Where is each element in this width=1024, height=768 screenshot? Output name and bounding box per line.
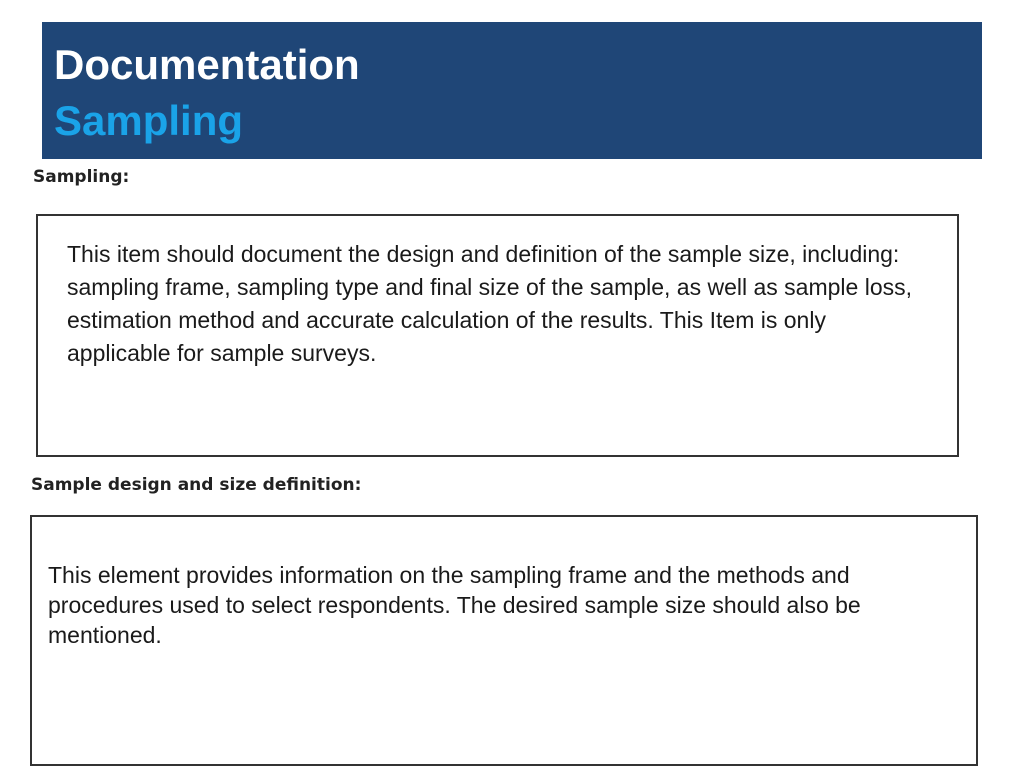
sampling-description-text: This item should document the design and definition of the sample size, including: sampling frame, sampling type and final size of the sample, as well as sample loss, estimation method and accurate calculation of the results. This Item is only applicable for sample surveys.	[67, 241, 913, 366]
sample-design-description-text: This element provides information on the sampling frame and the methods and procedures used to select respondents. The desired sample size should also be mentioned.	[48, 562, 861, 648]
header-band	[42, 22, 982, 159]
page-title: Documentation	[54, 41, 360, 88]
page-subtitle: Sampling	[54, 97, 244, 144]
sampling-description-box	[36, 214, 959, 457]
section-label-sample-design: Sample design and size definition:	[31, 475, 362, 495]
section-label-sampling: Sampling:	[33, 167, 130, 187]
sample-design-description-box	[30, 515, 978, 766]
